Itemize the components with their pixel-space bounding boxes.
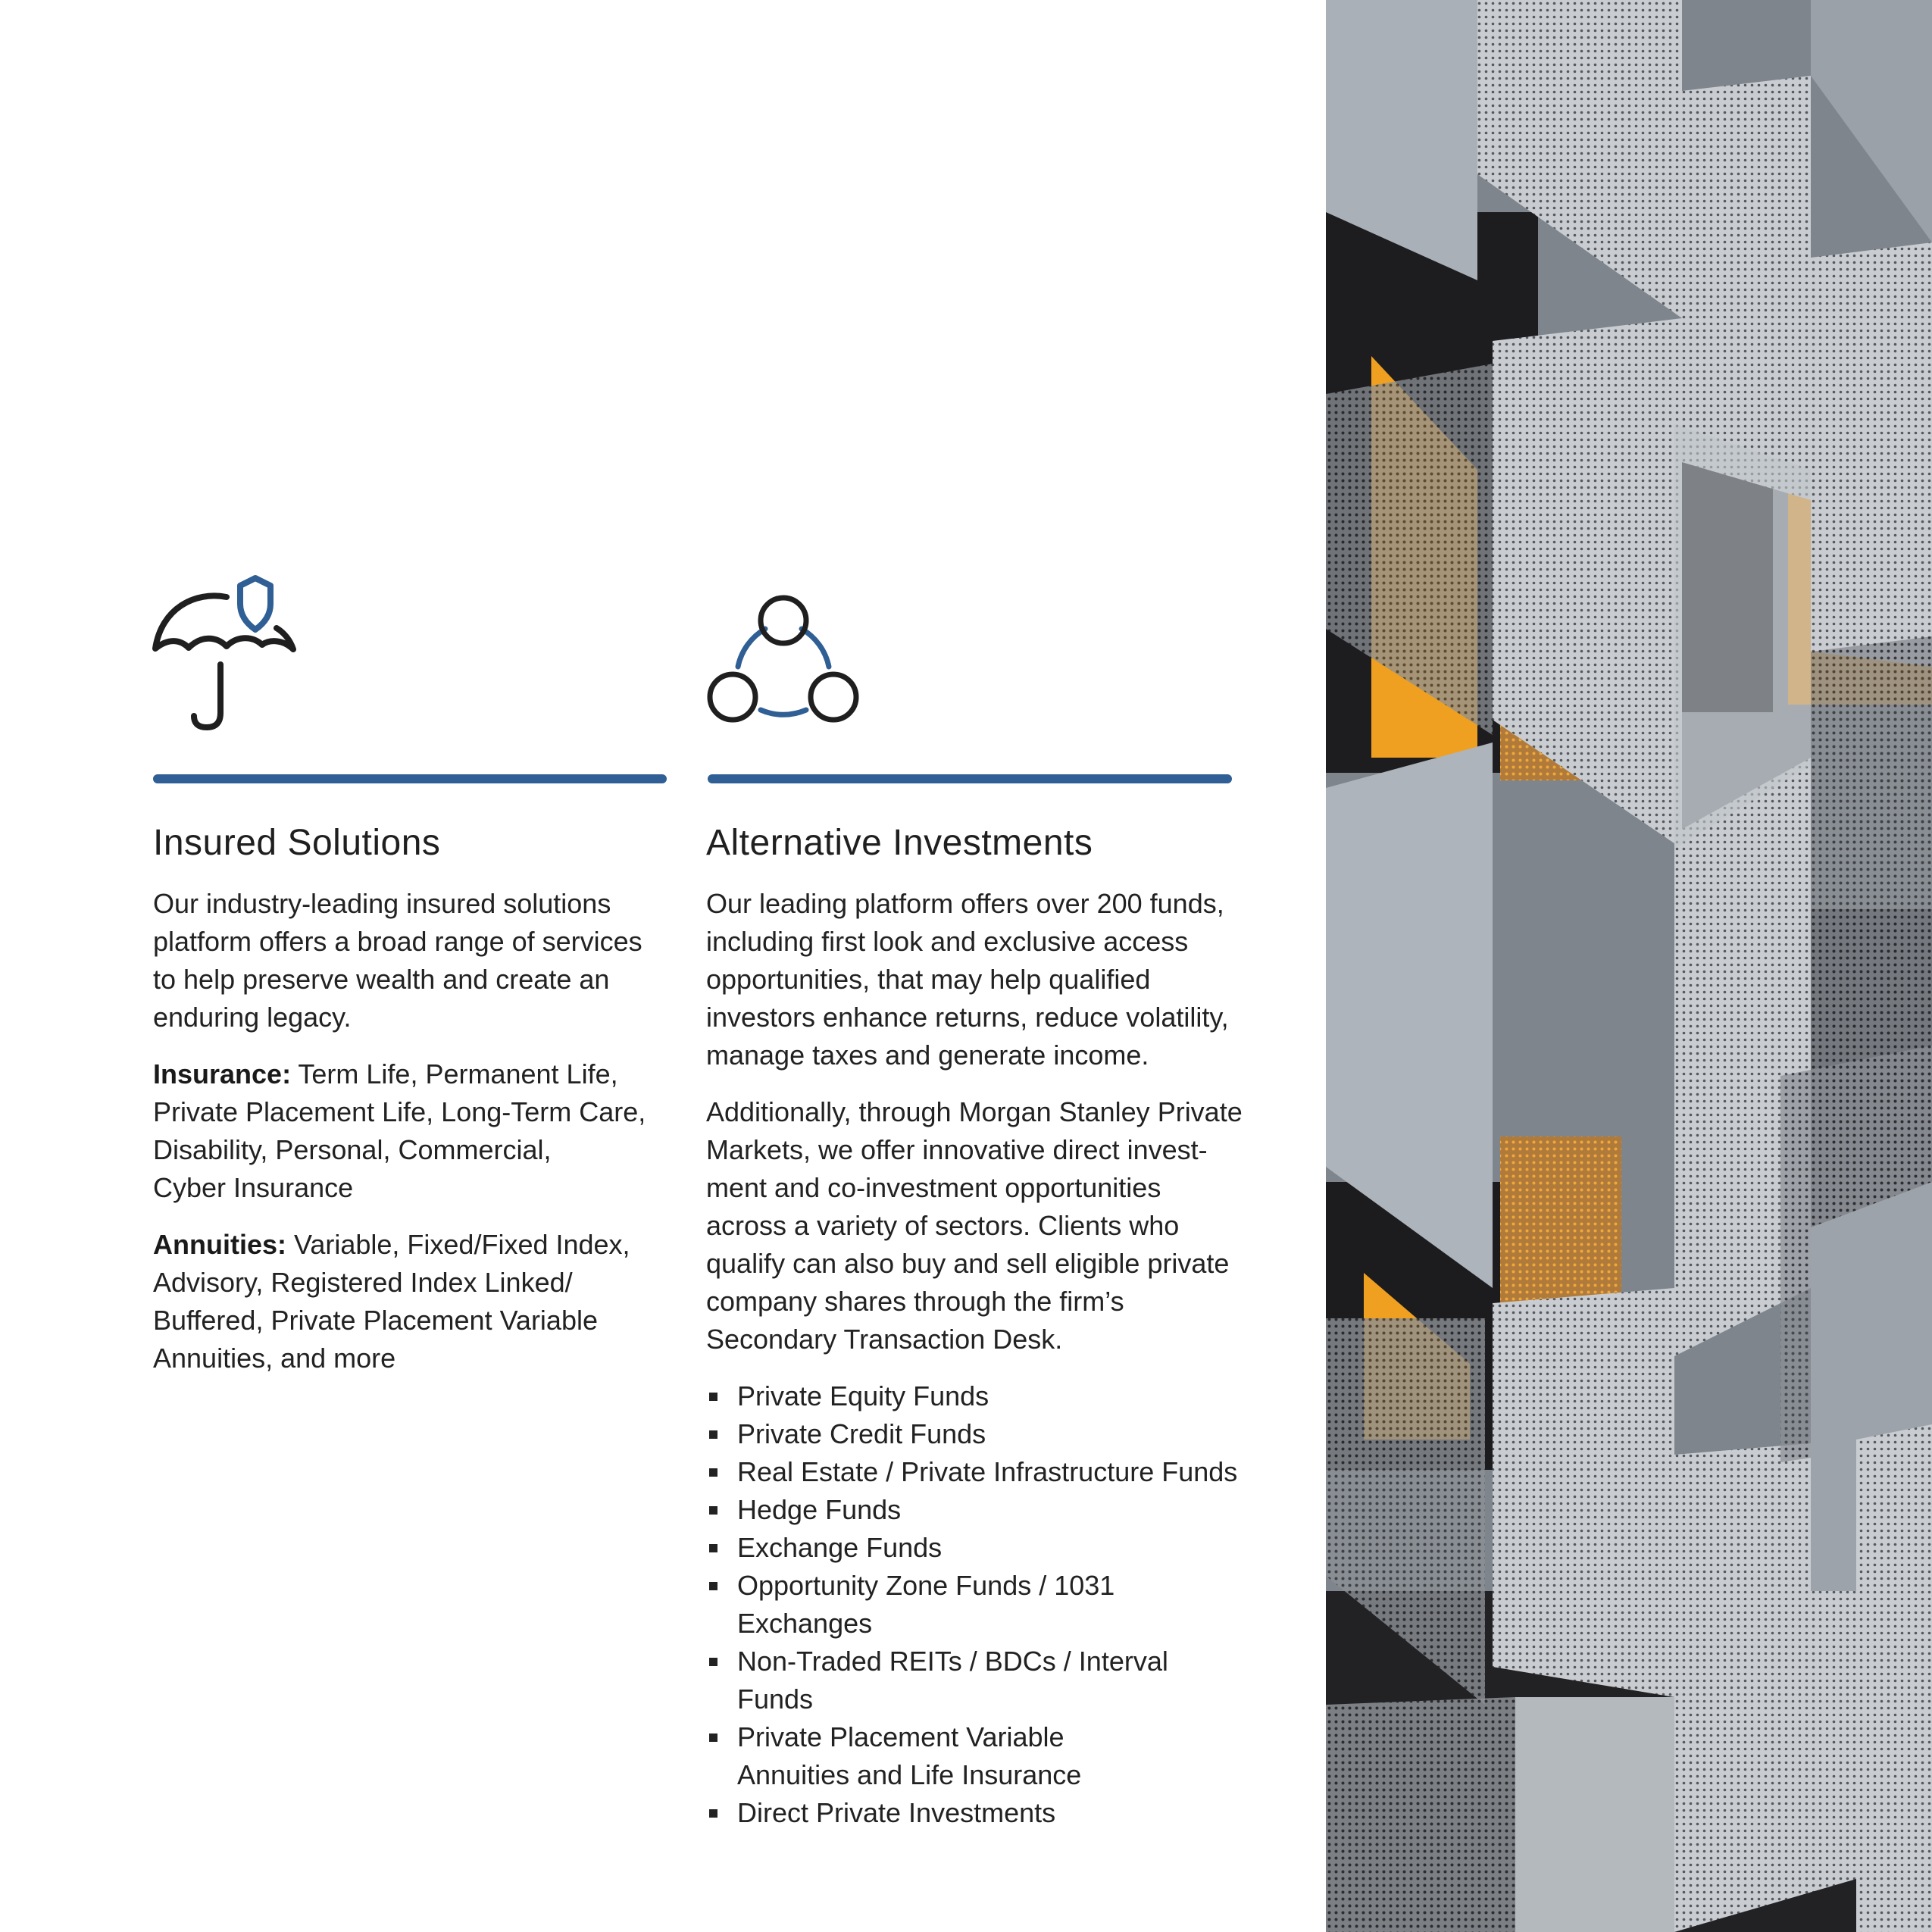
insurance-paragraph xyxy=(153,1055,676,1207)
section-title: Alternative Investments xyxy=(706,823,1093,863)
list-item: Hedge Funds xyxy=(706,1491,1244,1529)
fund-list xyxy=(706,1377,1244,1832)
annuities-label: Annuities: xyxy=(153,1229,286,1260)
list-item: Opportunity Zone Funds / 1031 Exchanges xyxy=(706,1567,1244,1643)
insurance-text: Term Life, Permanent Life, Private Placement Life, Long-Term Care, Disability, Personal, Commercial, Cyber Insurance xyxy=(153,1058,646,1203)
insurance-label: Insurance: xyxy=(153,1058,292,1089)
annuities-text: Variable, Fixed/Fixed Index, Advisory, Registered Index Linked/ Buffered, Private Placement Variable Annuities, and more xyxy=(153,1229,630,1374)
section-intro: Our leading platform offers over 200 funds, including first look and exclusive access opportunities, that may help qualified investors enhance returns, reduce volatility, manage taxes and generate income. xyxy=(706,888,1229,1071)
list-item: Real Estate / Private Infrastructure Funds xyxy=(706,1453,1244,1491)
list-item: Non-Traded REITs / BDCs / Interval Funds xyxy=(706,1643,1244,1718)
section-title: Insured Solutions xyxy=(153,823,441,863)
list-item: Private Placement Variable Annuities and Life Insurance xyxy=(706,1718,1244,1794)
facade-illustration xyxy=(1326,0,1932,1932)
section-divider xyxy=(153,774,667,783)
list-item: Direct Private Investments xyxy=(706,1794,1244,1832)
list-item: Private Credit Funds xyxy=(706,1415,1244,1453)
section-divider xyxy=(708,774,1232,783)
list-item: Exchange Funds xyxy=(706,1529,1244,1567)
network-cycle-icon xyxy=(706,572,861,731)
section-intro: Our industry-leading insured solutions platform offers a broad range of services to help preserve wealth and create an enduring legacy. xyxy=(153,888,642,1033)
list-item: Private Equity Funds xyxy=(706,1377,1244,1415)
umbrella-shield-icon xyxy=(151,572,299,731)
additional-paragraph: Additionally, through Morgan Stanley Private Markets, we offer innovative direct invest- ment and co-investment opportunities across a variety of sectors. Clients who qualify can also buy and sell eligible private company shares through the firm’s Secondary Transaction Desk. xyxy=(706,1096,1243,1355)
annuities-paragraph xyxy=(153,1226,676,1377)
perforated-metal-facade-image xyxy=(1326,0,1932,1932)
